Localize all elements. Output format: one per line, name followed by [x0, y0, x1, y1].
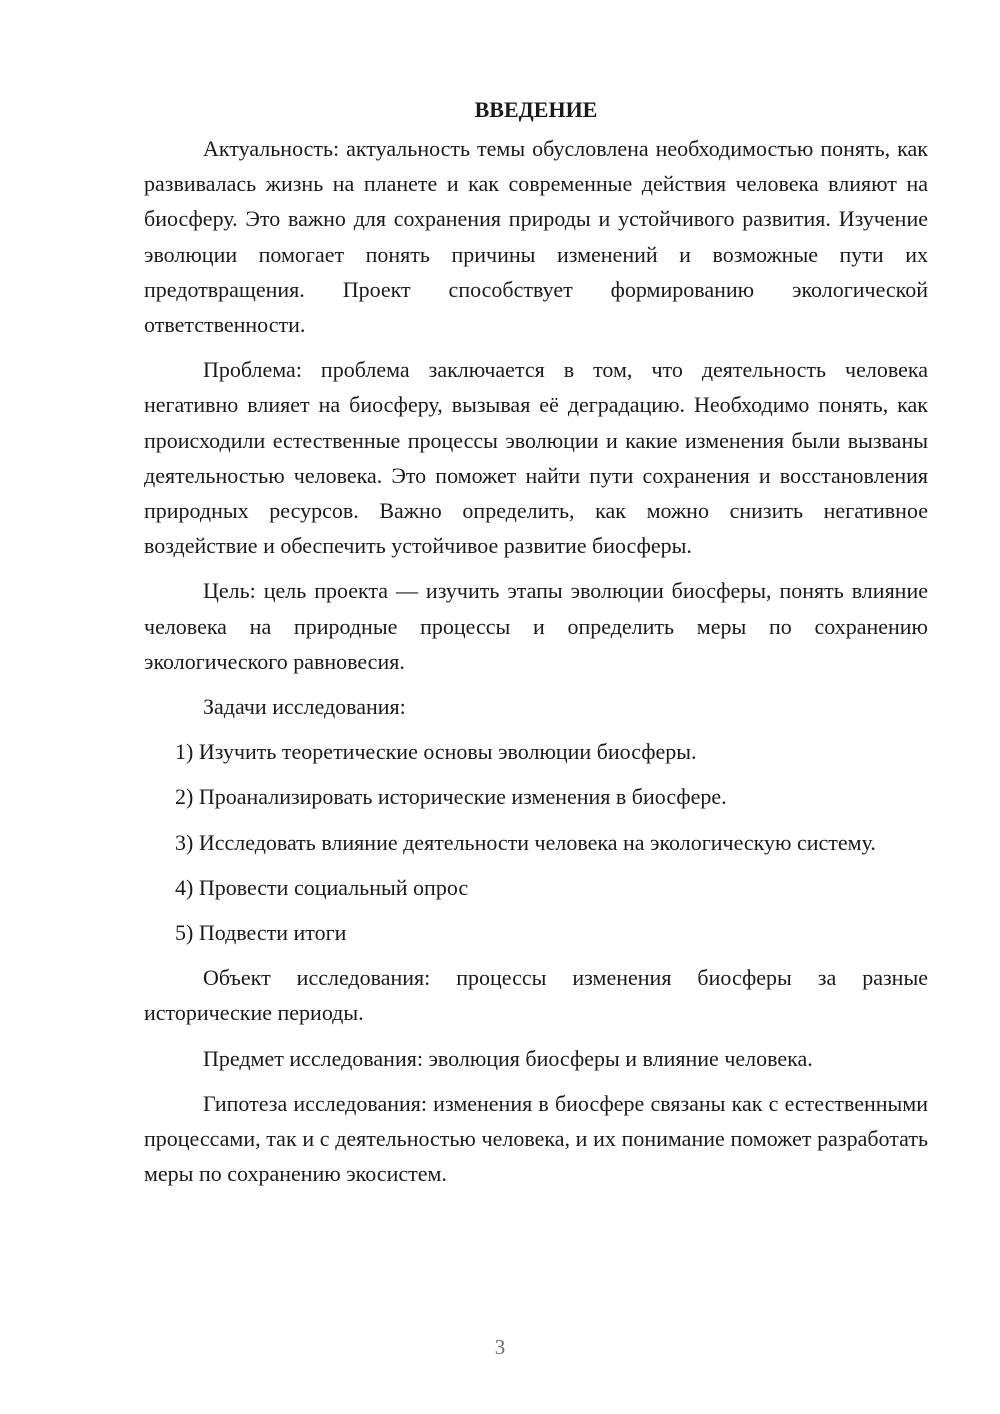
hypothesis-paragraph: Гипотеза исследования: изменения в биосфере связаны как с естественными процессами, так и с деятельностью человека, и их понимание поможет разработать меры по сохранению экосистем.: [144, 1090, 928, 1187]
page-number: 3: [494, 1335, 506, 1359]
page-content: [144, 90, 928, 1201]
tasks-heading: Задачи исследования:: [203, 694, 406, 720]
relevance-paragraph: Актуальность: актуальность темы обусловлена необходимостью понять, как развивалась жизнь на планете и как современные действия человека влияют на биосферу. Это важно для сохранения природы и устойчивого развития. Изучение эволюции помогает понять причины изменений и возможные пути их предотвращения. Проект способствует формированию экологической ответственности.: [144, 136, 928, 338]
task-item-2: 2) Проанализировать исторические изменения в биосфере.: [175, 784, 727, 810]
task-item-3: 3) Исследовать влияние деятельности человека на экологическую систему.: [175, 829, 876, 855]
problem-paragraph: Проблема: проблема заключается в том, что деятельность человека негативно влияет на биосферу, вызывая её деградацию. Необходимо понять, как происходили естественные процессы эволюции и какие изменения были вызваны деятельностью человека. Это поможет найти пути сохранения и восстановления природных ресурсов. Важно определить, как можно снизить негативное воздействие и обеспечить устойчивое развитие биосферы.: [144, 357, 928, 559]
task-item-4: 4) Провести социальный опрос: [175, 874, 469, 900]
section-heading: ВВЕДЕНИЕ: [474, 97, 598, 122]
task-item-5: 5) Подвести итоги: [175, 920, 347, 946]
subject-paragraph: Предмет исследования: эволюция биосферы и влияние человека.: [203, 1045, 813, 1071]
goal-paragraph: Цель: цель проекта — изучить этапы эволюции биосферы, понять влияние человека на природные процессы и определить меры по сохранению экологического равновесия.: [144, 578, 928, 674]
object-paragraph: Объект исследования: процессы изменения биосферы за разные исторические периоды.: [144, 965, 928, 1026]
task-item-1: 1) Изучить теоретические основы эволюции биосферы.: [175, 739, 697, 765]
